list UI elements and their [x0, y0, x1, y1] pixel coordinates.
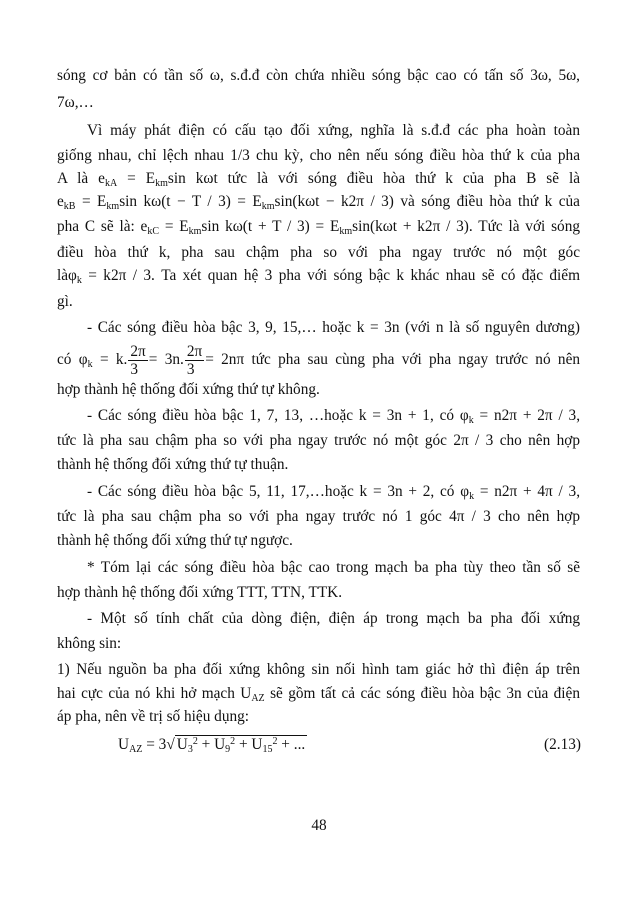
text-line: sóng cơ bản có tần số ω, s.đ.đ còn chứa nhiều sóng bậc cao có tấn số 3ω, 5ω,	[57, 67, 580, 84]
text-line-with-formula: hai cực của nó khi hở mạch $U_{AZ}$ sẽ gồm tất cả các sóng điều hòa bậc 3n của điện	[57, 685, 580, 704]
text-line-with-formula: pha C sẽ là: $e_{kC} = E_{km}\sin$ $k\omega(t + T / 3) = E_{km}\sin(k\omega t + k2\pi / 3)$. Tức là với sóng	[57, 218, 580, 237]
equation-uaz: $U_{AZ} = 3√$ $U_3^2 + U_9^2 + U_{15}^2$ + ...	[118, 736, 306, 755]
text-line-with-formula: tức là pha sau chậm pha so với pha ngay trước nó một góc 2π / 3 cho nên hợp	[57, 432, 580, 449]
paragraph-start: - Một số tính chất của dòng điện, điện áp trong mạch ba pha đối xứng	[87, 610, 580, 627]
text-line-with-formula: tức là pha sau chậm pha so với pha ngay trước nó 1 góc 4π / 3 cho nên hợp	[57, 508, 580, 525]
formula-e-kB: $e_{kB} = E_{km}\sin$ $k\omega(t - T / 3) = E_{km}\sin(k\omega t - k2\pi / 3)$	[57, 193, 394, 212]
text-line: 1) Nếu nguồn ba pha đối xứng không sin nối hình tam giác hở thì điện áp trên	[57, 661, 580, 678]
formula-phi-3n1: $\varphi_k = n2\pi + 2\pi / 3$,	[459, 407, 581, 426]
paragraph-start: - Các sóng điều hòa bậc 3, 9, 15,… hoặc k = 3n (với n là số nguyên dương)	[87, 319, 580, 336]
radicand: $U_3^2 + U_9^2 + U_{15}^2$ + ...	[176, 736, 306, 755]
formula-angle: 4π / 3	[449, 508, 491, 525]
equation-number: (2.13)	[544, 736, 581, 753]
paragraph-start: - Các sóng điều hòa bậc 5, 11, 17,…hoặc k = 3n + 2, có $\varphi_k = n2\pi + 4\pi / 3$,	[87, 483, 581, 502]
text-line-with-fraction: có $\varphi_k = k$. $\frac{2\pi}{3}$ = 3n. $\frac{2\pi}{3}$ = 2nπ tức pha sau cùng pha với pha ngay trước nó nên	[57, 342, 581, 378]
text-line: thành hệ thống đối xứng thứ tự thuận.	[57, 456, 289, 473]
paragraph-start: * Tóm lại các sóng điều hòa bậc cao trong mạch ba pha tùy theo tần số sẽ	[87, 559, 580, 576]
fraction: $\frac{2\pi}{3}$	[130, 342, 146, 378]
paragraph-start: Vì máy phát điện có cấu tạo đối xứng, nghĩa là s.đ.đ các pha hoàn toàn	[87, 122, 580, 139]
formula-phi-3n2: $\varphi_k = n2\pi + 4\pi / 3$,	[460, 483, 581, 502]
formula-e-kA: $e_{kA} = E_{km}\sin$ kωt	[98, 170, 218, 189]
text-line-with-formula: làφ$_k$ = k2π / 3. Ta xét quan hệ 3 pha với sóng bậc k khác nhau sẽ có đặc điểm	[57, 267, 580, 286]
text-line-with-formula: $e_{kB} = E_{km}\sin$ $k\omega(t - T / 3) = E_{km}\sin(k\omega t - k2\pi / 3)$ và sóng điều hòa thứ k của	[57, 193, 580, 212]
formula-phi-k: $\varphi_k = k2\pi / 3$	[68, 267, 151, 286]
formula-phi-3n: $\varphi_k = k$. $\frac{2\pi}{3}$ = 3n. $\frac{2\pi}{3}$ = 2nπ	[78, 342, 245, 378]
text-line: 7ω,…	[57, 94, 94, 111]
text-line: điều hòa thứ k, pha sau chậm pha so với pha ngay trước nó một góc	[57, 244, 580, 261]
fraction: $\frac{2\pi}{3}$	[186, 342, 203, 378]
page-number: 48	[311, 817, 327, 834]
formula-angle: 2π / 3	[453, 432, 494, 449]
text-line: hợp thành hệ thống đối xứng thứ tự không.	[57, 381, 320, 398]
formula-e-kC: $e_{kC} = E_{km}\sin$ $k\omega(t + T / 3) = E_{km}\sin(k\omega t + k2\pi / 3)$	[140, 218, 469, 237]
text-line-with-formula: A là $e_{kA} = E_{km}\sin$ kωt tức là với sóng điều hòa thứ k của pha B sẽ là	[57, 170, 580, 189]
text-line: hợp thành hệ thống đối xứng TTT, TTN, TTK.	[57, 584, 343, 601]
paragraph-start: - Các sóng điều hòa bậc 1, 7, 13, …hoặc k = 3n + 1, có $\varphi_k = n2\pi + 2\pi / 3$,	[87, 407, 581, 426]
text-line: áp pha, nên về trị số hiệu dụng:	[57, 708, 250, 725]
text-line: gì.	[57, 293, 73, 310]
sqrt-icon: √	[166, 736, 175, 753]
text-line: giống nhau, chỉ lệch nhau 1/3 chu kỳ, cho nên nếu sóng điều hòa thứ k của pha	[57, 147, 580, 164]
text-line: không sin:	[57, 635, 122, 652]
text-line: thành hệ thống đối xứng thứ tự ngược.	[57, 532, 293, 549]
